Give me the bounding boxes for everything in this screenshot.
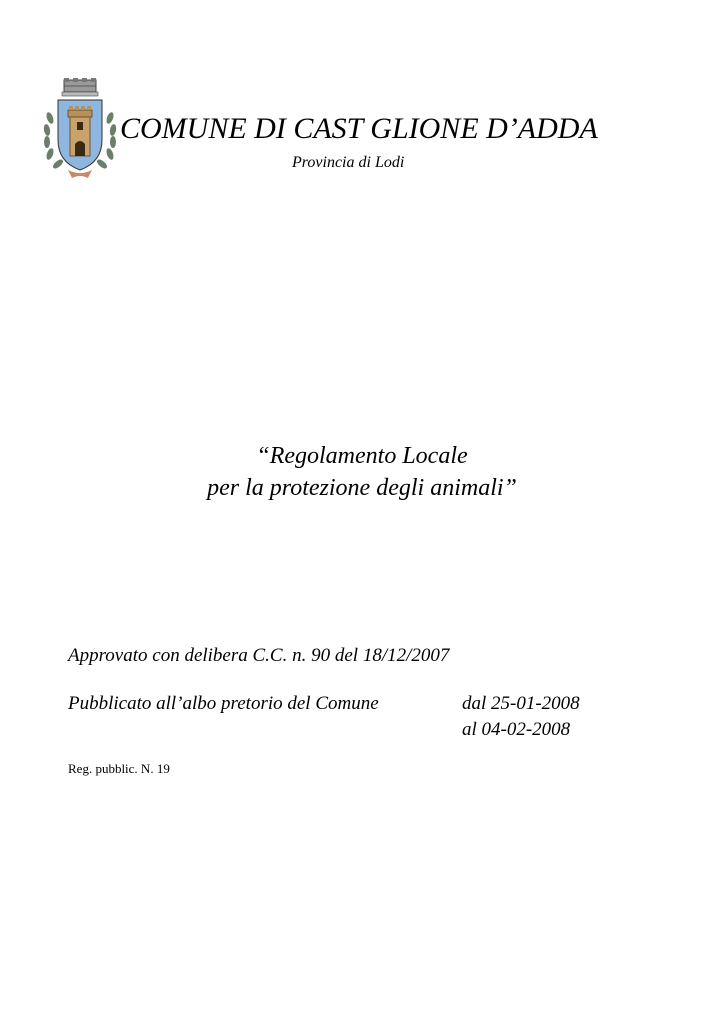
publication-from-date: dal 25-01-2008 (462, 693, 580, 714)
publication-to-date: al 04-02-2008 (462, 719, 571, 740)
ribbon-icon (68, 170, 92, 178)
registry-number: Reg. pubblic. N. 19 (68, 761, 170, 776)
tower-icon (68, 106, 92, 156)
regulation-title (0, 440, 724, 504)
approval-statement: Approvato con delibera C.C. n. 90 del 18/12/2007 (68, 645, 450, 666)
publication-label: Pubblicato all’albo pretorio del Comune (68, 693, 379, 714)
crown-icon (62, 78, 98, 96)
province-subtitle: Provincia di Lodi (292, 154, 405, 171)
municipality-title: COMUNE DI CAST GLIONE D’ADDA (120, 112, 598, 145)
coat-of-arms-icon (40, 78, 120, 180)
regulation-title-line-1: “Regolamento Locale (256, 443, 468, 469)
regulation-title-line-2: per la protezione degli animali” (207, 475, 517, 501)
